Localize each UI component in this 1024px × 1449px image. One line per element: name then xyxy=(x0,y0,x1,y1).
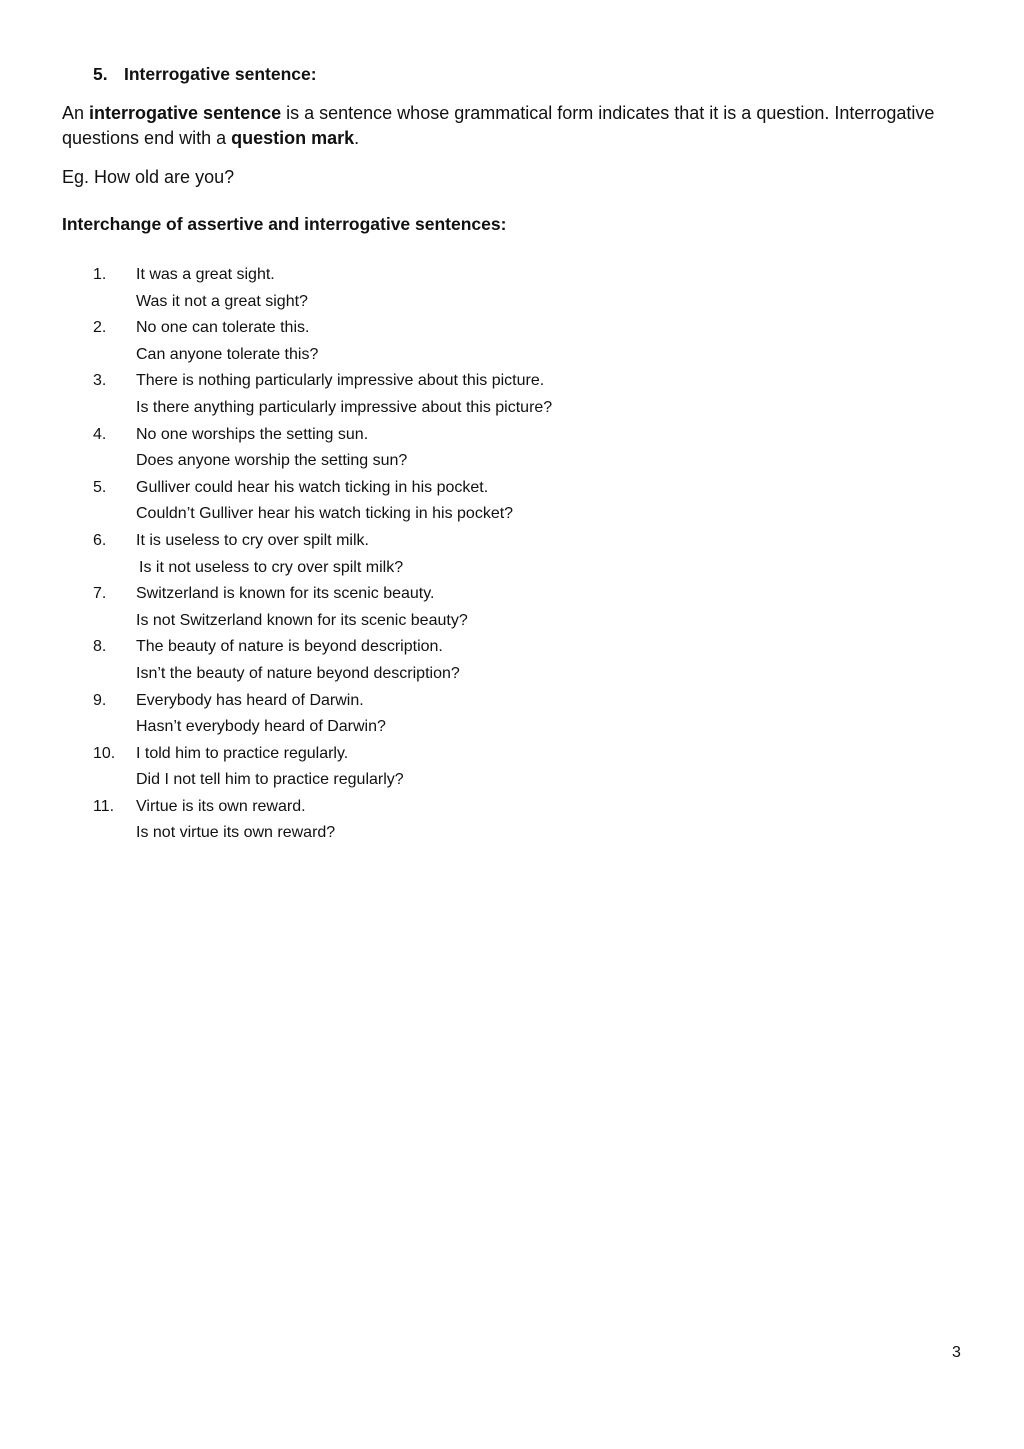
interrogative-line xyxy=(93,608,793,635)
definition-term-question-mark: question mark xyxy=(231,128,355,148)
assertive-line xyxy=(93,688,793,715)
assertive-line xyxy=(93,794,793,821)
interrogative-sentence: Is it not useless to cry over spilt milk? xyxy=(139,558,404,576)
section-title: Interrogative sentence: xyxy=(124,64,317,84)
definition-intro: An xyxy=(62,103,90,123)
assertive-sentence: It is useless to cry over spilt milk. xyxy=(136,531,369,549)
definition-end: . xyxy=(354,128,360,148)
assertive-line xyxy=(93,741,793,768)
assertive-line xyxy=(93,422,793,449)
assertive-sentence: It was a great sight. xyxy=(136,266,275,283)
item-number: 8. xyxy=(93,638,107,656)
item-number: 2. xyxy=(93,319,107,337)
interrogative-line xyxy=(93,395,793,422)
item-number: 4. xyxy=(93,425,107,443)
sentence-pair-item xyxy=(93,634,793,687)
assertive-sentence: Gulliver could hear his watch ticking in his pocket. xyxy=(136,478,489,496)
item-number: 5. xyxy=(93,478,107,496)
interrogative-sentence: Isn’t the beauty of nature beyond description? xyxy=(136,664,460,682)
sentence-pair-item xyxy=(93,688,793,741)
interrogative-line xyxy=(93,448,793,475)
assertive-line xyxy=(93,634,793,661)
item-number: 11. xyxy=(93,797,115,815)
example-sentence: Eg. How old are you? xyxy=(62,167,235,187)
item-number: 7. xyxy=(93,585,107,603)
interrogative-sentence: Did I not tell him to practice regularly? xyxy=(136,771,404,789)
interrogative-sentence: Hasn’t everybody heard of Darwin? xyxy=(136,718,386,736)
sentence-pair-item xyxy=(93,528,793,581)
assertive-sentence: There is nothing particularly impressive about this picture. xyxy=(136,372,545,390)
interrogative-line xyxy=(93,661,793,688)
definition-paragraph xyxy=(62,101,962,151)
assertive-sentence: I told him to practice regularly. xyxy=(136,744,349,762)
interrogative-sentence: Is not Switzerland known for its scenic beauty? xyxy=(136,611,468,629)
sentence-pair-item xyxy=(93,422,793,475)
item-number: 1. xyxy=(93,266,107,283)
assertive-sentence: No one can tolerate this. xyxy=(136,319,310,337)
subheading: Interchange of assertive and interrogative sentences: xyxy=(62,214,507,234)
assertive-sentence: Switzerland is known for its scenic beauty. xyxy=(136,585,435,603)
sentence-pair-item xyxy=(93,262,793,315)
interrogative-sentence: Can anyone tolerate this? xyxy=(136,345,319,363)
interrogative-sentence: Is not virtue its own reward? xyxy=(136,824,336,842)
interrogative-line xyxy=(93,501,793,528)
assertive-line xyxy=(93,368,793,395)
assertive-sentence: Everybody has heard of Darwin. xyxy=(136,691,364,709)
assertive-line xyxy=(93,581,793,608)
assertive-line xyxy=(93,475,793,502)
assertive-line xyxy=(93,528,793,555)
interrogative-line xyxy=(93,342,793,369)
assertive-sentence: No one worships the setting sun. xyxy=(136,425,369,443)
interrogative-line xyxy=(93,289,793,316)
definition-term: interrogative sentence xyxy=(89,103,282,123)
sentence-pair-item xyxy=(93,581,793,634)
assertive-sentence: Virtue is its own reward. xyxy=(136,797,306,815)
interrogative-sentence: Does anyone worship the setting sun? xyxy=(136,452,408,470)
interrogative-line xyxy=(93,767,793,794)
page-number: 3 xyxy=(952,1344,961,1361)
definition-middle: is a sentence whose grammatical form indicates that it is a question. Interrogative questions end with a xyxy=(62,103,935,148)
item-number: 9. xyxy=(93,691,107,709)
interrogative-line xyxy=(93,555,793,582)
sentence-pair-item xyxy=(93,315,793,368)
interrogative-sentence: Was it not a great sight? xyxy=(136,292,308,310)
sentence-pair-list xyxy=(93,262,793,847)
interrogative-line xyxy=(93,820,793,847)
assertive-line xyxy=(93,262,793,289)
assertive-line xyxy=(93,315,793,342)
sentence-pair-item xyxy=(93,741,793,794)
item-number: 10. xyxy=(93,744,116,762)
interrogative-sentence: Couldn’t Gulliver hear his watch ticking in his pocket? xyxy=(136,505,514,523)
interrogative-line xyxy=(93,714,793,741)
item-number: 3. xyxy=(93,372,107,390)
sentence-pair-item xyxy=(93,368,793,421)
section-heading xyxy=(93,64,317,85)
item-number: 6. xyxy=(93,531,107,549)
section-number: 5. xyxy=(93,64,108,84)
sentence-pair-item xyxy=(93,475,793,528)
sentence-pair-item xyxy=(93,794,793,847)
interrogative-sentence: Is there anything particularly impressive about this picture? xyxy=(136,398,553,416)
assertive-sentence: The beauty of nature is beyond description. xyxy=(136,638,443,656)
